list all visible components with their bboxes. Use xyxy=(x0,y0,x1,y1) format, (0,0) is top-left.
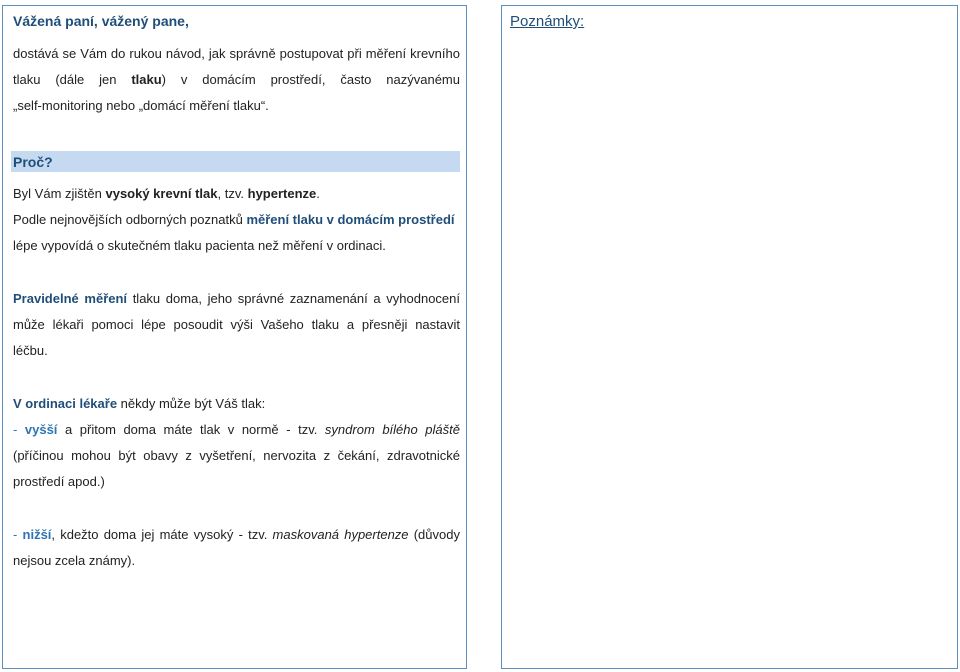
intro-line-1: dostává se Vám do rukou návod, jak správně postupovat při měření krevního xyxy=(13,46,460,61)
section-bar-proc xyxy=(11,151,460,172)
reason-line-3: lépe vypovídá o skutečném tlaku pacienta než měření v ordinaci. xyxy=(13,238,386,253)
office-line-3: (příčinou mohou být obavy z vyšetření, nervozita z čekání, zdravotnické xyxy=(13,448,460,463)
reason-line-2: Podle nejnovějších odborných poznatků měření tlaku v domácím prostředí xyxy=(13,212,455,227)
office-line-5: - nižší, kdežto doma jej máte vysoký - tzv. maskovaná hypertenze (důvody xyxy=(13,527,460,542)
office-line-1: V ordinaci lékaře někdy může být Váš tlak: xyxy=(13,396,266,411)
intro-line-2: tlaku (dále jen tlaku) v domácím prostředí, často nazývanému xyxy=(13,72,460,87)
regular-line-3: léčbu. xyxy=(13,343,48,358)
office-line-4: prostředí apod.) xyxy=(13,474,105,489)
intro-line-3: „self-monitoring nebo „domácí měření tlaku“. xyxy=(13,98,269,113)
regular-line-1: Pravidelné měření tlaku doma, jeho správné zaznamenání a vyhodnocení xyxy=(13,291,460,306)
regular-line-2: může lékaři pomoci lépe posoudit výši Vašeho tlaku a přesněji nastavit xyxy=(13,317,460,332)
office-line-6: nejsou zcela známy). xyxy=(13,553,136,568)
instructions-panel xyxy=(2,5,467,669)
notes-panel[interactable] xyxy=(501,5,958,669)
office-line-2: - vyšší a přitom doma máte tlak v normě - tzv. syndrom bílého pláště xyxy=(13,422,460,437)
greeting: Vážená paní, vážený pane, xyxy=(13,13,189,29)
reason-line-1: Byl Vám zjištěn vysoký krevní tlak, tzv. hypertenze. xyxy=(13,186,320,201)
section-heading-proc: Proč? xyxy=(13,154,53,170)
notes-title: Poznámky: xyxy=(510,13,585,30)
